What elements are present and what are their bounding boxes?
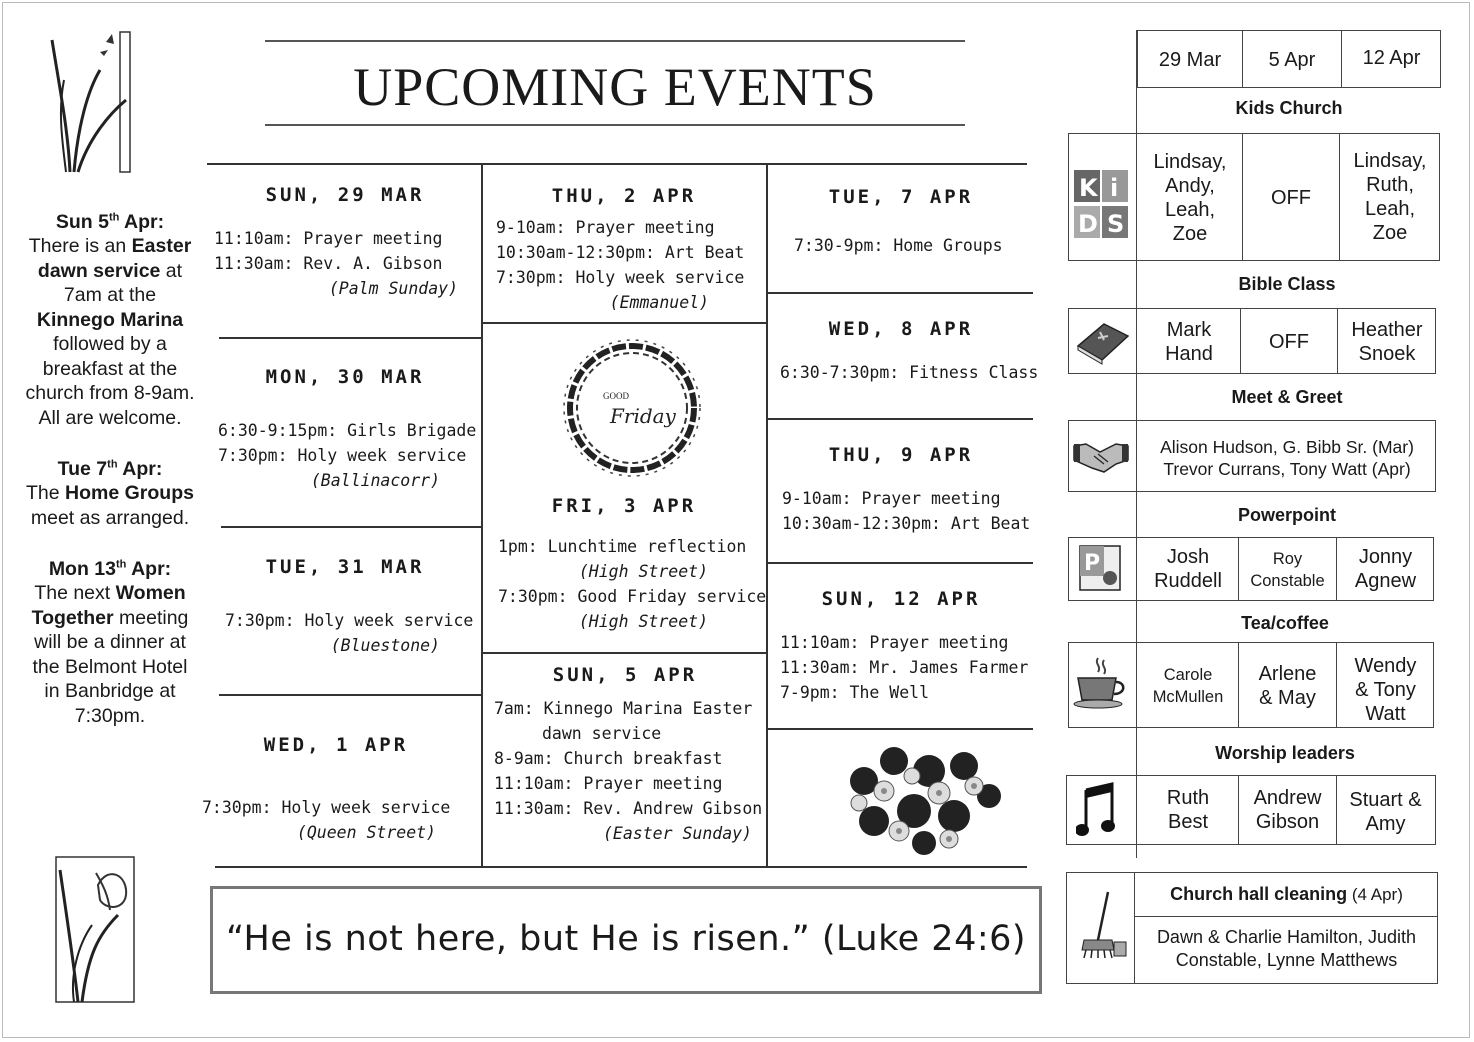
svg-text:i: i	[1110, 174, 1119, 202]
event-fri-3-apr	[484, 495, 767, 634]
cleaning-names: Dawn & Charlie Hamilton, Judith Constable, Lynne Matthews	[1156, 927, 1417, 970]
cleaning-header	[1135, 884, 1438, 905]
event-line: 11:10am: Prayer meeting	[780, 633, 1009, 652]
bible-icon	[1074, 316, 1132, 366]
event-date: SUN, 12 APR	[821, 588, 981, 610]
event-line: 7-9pm: The Well	[780, 683, 930, 702]
rota-cell: Heather Snoek	[1351, 319, 1423, 365]
event-line: 1pm: Lunchtime reflection	[498, 537, 747, 556]
rota-section-title: Bible Class	[1238, 274, 1336, 294]
event-wed-1-apr	[196, 734, 476, 845]
rota-cell: Arlene & May	[1258, 663, 1317, 709]
handshake-icon	[1072, 438, 1130, 476]
event-line: 7:30pm: Good Friday service	[498, 587, 767, 606]
event-note: (Palm Sunday)	[328, 279, 458, 298]
event-line: 7:30pm: Holy week service	[218, 446, 467, 465]
event-date: TUE, 31 MAR	[265, 556, 425, 578]
event-date: MON, 30 MAR	[265, 366, 425, 388]
event-line: 11:30am: Rev. A. Gibson	[214, 254, 443, 273]
event-line: dawn service	[542, 724, 662, 743]
event-tue-7-apr	[770, 186, 1032, 258]
rota-cell: Lindsay, Andy, Leah, Zoe	[1153, 151, 1227, 245]
event-line: 9-10am: Prayer meeting	[496, 218, 715, 237]
rota-section-title: Worship leaders	[1215, 743, 1355, 763]
daffodil-bottom-icon	[48, 855, 138, 1005]
svg-text:D: D	[1078, 210, 1098, 238]
cleaning-date: (4 Apr)	[1347, 885, 1403, 904]
rota-cell: Roy Constable	[1250, 550, 1325, 590]
mop-icon	[1074, 888, 1130, 960]
event-line: 10:30am-12:30pm: Art Beat	[496, 243, 745, 262]
event-line: 9-10am: Prayer meeting	[782, 489, 1001, 508]
rota-date: 12 Apr	[1362, 47, 1421, 69]
event-sun-29-mar	[210, 184, 480, 301]
good-friday-big-text: Friday	[610, 404, 676, 428]
rota-cell: Stuart & Amy	[1349, 789, 1422, 835]
event-date: SUN, 29 MAR	[265, 184, 425, 206]
event-line: 8-9am: Church breakfast	[494, 749, 723, 768]
rota-cell: Carole McMullen	[1152, 666, 1224, 706]
event-date: FRI, 3 APR	[551, 495, 697, 517]
event-note: (Emmanuel)	[609, 293, 709, 312]
event-sun-12-apr	[770, 588, 1032, 705]
rota-cell: Mark Hand	[1165, 319, 1213, 365]
music-note-icon	[1076, 780, 1120, 840]
good-friday-small-text: GOOD	[603, 391, 629, 401]
note-tue-7-apr: Tue 7th Apr: The Home Groups meet as arranged.	[26, 457, 194, 529]
event-line: 11:30am: Rev. Andrew Gibson	[494, 799, 763, 818]
scripture-quote-box	[210, 886, 1042, 994]
event-note: (Easter Sunday)	[602, 824, 752, 843]
scripture-quote: “He is not here, but He is risen.” (Luke 24:6)	[225, 919, 1027, 959]
event-tue-31-mar	[210, 556, 480, 658]
event-date: THU, 9 APR	[828, 444, 974, 466]
event-note: (High Street)	[578, 562, 708, 581]
event-date: SUN, 5 APR	[552, 664, 698, 686]
rota-cell: Alison Hudson, G. Bibb Sr. (Mar) Trevor Currans, Tony Watt (Apr)	[1160, 437, 1414, 479]
rota-date: 29 Mar	[1158, 49, 1222, 71]
daffodil-top-icon	[48, 30, 132, 175]
note-sun-5-apr: Sun 5th Apr: There is an Easter dawn service at 7am at the Kinnego Marina followed by a breakfast at the church from 8-9am. All are welcome.	[25, 210, 195, 429]
event-line: 7:30pm: Holy week service	[496, 268, 745, 287]
event-note: (Queen Street)	[296, 823, 436, 842]
event-date: WED, 1 APR	[263, 734, 409, 756]
kids-logo-icon	[1072, 168, 1132, 242]
page-title-banner	[265, 40, 965, 126]
event-line: 11:10am: Prayer meeting	[214, 229, 443, 248]
event-date: WED, 8 APR	[828, 318, 974, 340]
event-line: 7:30-9pm: Home Groups	[794, 236, 1003, 255]
note-mon-13-apr: Mon 13th Apr: The next Women Together meeting will be a dinner at the Belmont Hotel in Banbridge at 7:30pm.	[31, 557, 189, 727]
event-sun-5-apr	[484, 664, 766, 846]
rota-cell: OFF	[1269, 331, 1309, 353]
event-line: 10:30am-12:30pm: Art Beat	[782, 514, 1031, 533]
coffee-cup-icon	[1072, 654, 1128, 710]
event-wed-8-apr	[770, 318, 1039, 385]
event-line: 11:10am: Prayer meeting	[494, 774, 723, 793]
rota-section-title: Kids Church	[1235, 98, 1343, 118]
rota-section-title: Meet & Greet	[1231, 387, 1343, 407]
event-line: 7:30pm: Holy week service	[202, 798, 451, 817]
good-friday-wreath-icon	[555, 333, 710, 483]
cleaning-title: Church hall cleaning	[1170, 884, 1348, 904]
rota-section-title: Powerpoint	[1238, 505, 1336, 525]
primrose-flowers-image	[834, 731, 1006, 859]
event-note: (Ballinacorr)	[310, 471, 440, 490]
event-mon-30-mar	[210, 366, 480, 493]
rota-cell: Ruth Best	[1166, 787, 1210, 833]
rota-section-title: Tea/coffee	[1241, 613, 1329, 633]
event-date: THU, 2 APR	[551, 185, 697, 207]
svg-text:S: S	[1107, 210, 1125, 238]
event-line: 6:30-9:15pm: Girls Brigade	[218, 421, 477, 440]
rota-date: 5 Apr	[1268, 49, 1316, 71]
event-note: (Bluestone)	[330, 636, 440, 655]
event-line: 7am: Kinnego Marina Easter	[494, 699, 753, 718]
event-line: 6:30-7:30pm: Fitness Class	[780, 363, 1039, 382]
event-thu-2-apr	[484, 185, 764, 315]
event-note: (High Street)	[578, 612, 708, 631]
rota-cell: OFF	[1271, 187, 1311, 209]
event-date: TUE, 7 APR	[828, 186, 974, 208]
svg-text:K: K	[1079, 174, 1098, 202]
event-line: 7:30pm: Holy week service	[225, 611, 474, 630]
rota-cell: Jonny Agnew	[1354, 546, 1417, 592]
powerpoint-icon	[1076, 542, 1124, 594]
rota-cell: Lindsay, Ruth, Leah, Zoe	[1353, 150, 1427, 244]
rota-cell: Andrew Gibson	[1253, 787, 1322, 833]
event-line: 11:30am: Mr. James Farmer	[780, 658, 1029, 677]
event-thu-9-apr	[770, 444, 1032, 536]
svg-text:P: P	[1084, 551, 1101, 576]
rota-cell: Wendy & Tony Watt	[1354, 655, 1417, 725]
side-notes	[24, 205, 196, 750]
rota-cell: Josh Ruddell	[1154, 546, 1222, 592]
page-title: UPCOMING EVENTS	[353, 57, 877, 117]
